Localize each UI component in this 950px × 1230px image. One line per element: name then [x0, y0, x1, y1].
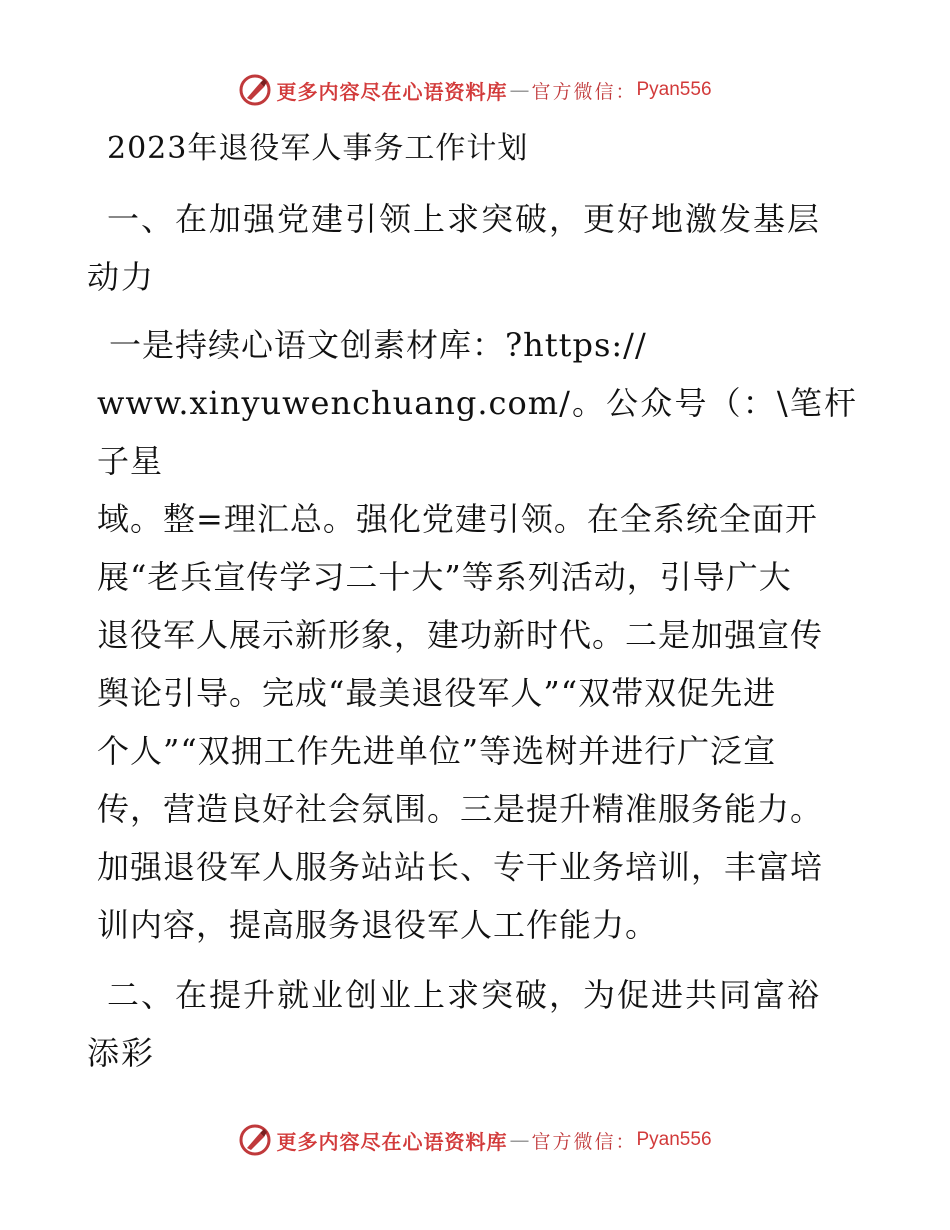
section-2-heading-line-1: 二、在提升就业创业上求突破，为促进共同富裕 — [107, 976, 822, 1014]
document-body — [87, 122, 857, 1090]
paragraph-line: 域。整=理汇总。强化党建引领。在全系统全面开 — [97, 500, 818, 538]
paragraph-line: www.xinyuwenchuang.com/。公众号（：\笔杆子星 — [97, 384, 857, 480]
header-banner — [0, 70, 950, 110]
document-title: 2023年退役军人事务工作计划 — [107, 131, 529, 166]
banner-wechat-id: Pyan556 — [636, 1129, 712, 1150]
pen-nib-logo-icon — [238, 73, 272, 107]
paragraph-line: 展“老兵宣传学习二十大”等系列活动，引导广大 — [97, 558, 792, 596]
paragraph-line: 传，营造良好社会氛围。三是提升精准服务能力。 — [97, 790, 824, 828]
banner-wechat-id: Pyan556 — [636, 79, 712, 100]
section-1-heading-line-1: 一、在加强党建引领上求突破，更好地激发基层 — [107, 200, 822, 238]
banner-wechat-label: 官方微信： — [531, 1130, 637, 1153]
paragraph-line: 退役军人展示新形象，建功新时代。二是加强宣传 — [97, 616, 824, 654]
section-2-heading — [87, 966, 857, 1082]
footer-banner — [0, 1120, 950, 1160]
paragraph-line: 舆论引导。完成“最美退役军人”“双带双促先进 — [97, 674, 777, 712]
paragraph-line: 个人”“双拥工作先进单位”等选树并进行广泛宣 — [97, 732, 777, 770]
paragraph-line: 一是持续心语文创素材库：?https:// — [109, 326, 647, 364]
paragraph-line: 加强退役军人服务站站长、专干业务培训，丰富培 — [97, 848, 824, 886]
banner-separator: — — [509, 78, 530, 102]
banner-brand-text: 更多内容尽在心语资料库 — [276, 79, 508, 104]
paragraph-line: 训内容，提高服务退役军人工作能力。 — [97, 906, 659, 944]
banner-wechat-label: 官方微信： — [531, 80, 637, 103]
banner-brand-text: 更多内容尽在心语资料库 — [276, 1129, 508, 1154]
section-1-heading-line-2: 动力 — [87, 258, 156, 296]
section-1-paragraph — [97, 316, 857, 954]
pen-nib-logo-icon — [238, 1123, 272, 1157]
section-2-heading-line-2: 添彩 — [87, 1034, 156, 1072]
section-1-heading — [87, 190, 857, 306]
banner-separator: — — [509, 1128, 530, 1152]
